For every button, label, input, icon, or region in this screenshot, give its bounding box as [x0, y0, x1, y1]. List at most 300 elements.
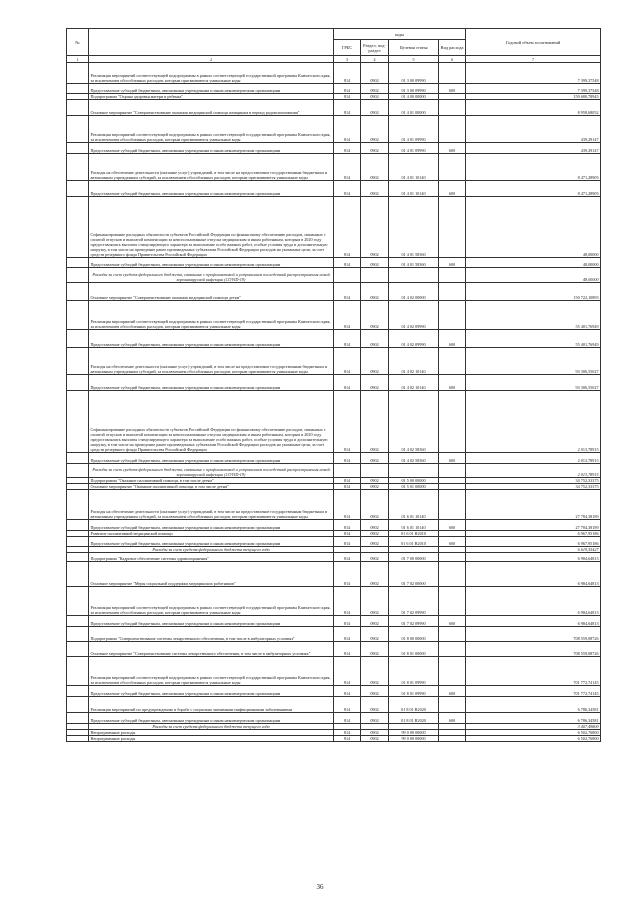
- table-row: [67, 587, 601, 616]
- cell-grbs: 814: [334, 94, 361, 100]
- cell-amount: 8 958,68052: [466, 100, 601, 116]
- cell-section: 0902: [361, 537, 389, 547]
- cell-num: [67, 490, 89, 520]
- cell-section: 0902: [361, 697, 389, 713]
- cell-section: 0902: [361, 181, 389, 197]
- cell-description: Подпрограмма "Оказание паллиативной помощи, в том числе детям": [89, 478, 334, 484]
- cell-article: 01 4 02 58360: [389, 391, 439, 453]
- cell-amount: 708 559,08726: [466, 627, 601, 642]
- note-row: [67, 268, 601, 283]
- cell-num: [67, 268, 89, 283]
- cell-exptype: [439, 562, 466, 587]
- cell-grbs: 814: [334, 587, 361, 616]
- cell-exptype: [439, 736, 466, 742]
- cell-description: Основное мероприятие "Оказание паллиативной помощи, в том числе детям": [89, 484, 334, 490]
- table-row: [67, 686, 601, 697]
- cell-exptype: 600: [439, 143, 466, 154]
- cell-section: 0902: [361, 713, 389, 724]
- cell-section: 0902: [361, 330, 389, 348]
- cell-num: [67, 686, 89, 697]
- cell-grbs: 814: [334, 627, 361, 642]
- cell-article: 01 7 02 09990: [389, 587, 439, 616]
- header-num: №: [67, 29, 89, 56]
- cell-grbs: 814: [334, 375, 361, 391]
- cell-num: [67, 657, 89, 686]
- budget-table: [66, 28, 601, 742]
- cell-section: 0902: [361, 197, 389, 258]
- cell-amount: 27 784,38189: [466, 520, 601, 531]
- cell-num: [67, 84, 89, 94]
- cell-amount: 6 967,95186: [466, 531, 601, 537]
- table-row: [67, 453, 601, 464]
- table-row: [67, 627, 601, 642]
- cell-num: [67, 453, 89, 464]
- cell-amount: 34 752,33375: [466, 484, 601, 490]
- table-row: [67, 375, 601, 391]
- column-numbers-row: [67, 56, 601, 63]
- cell-num: [67, 375, 89, 391]
- cell-description: Реализация мероприятий соответствующей подпрограммы в рамках соответствующей государственной программы Камчатского края, за исключением обособленных расходов, которым присваиваются уникальные коды: [89, 63, 334, 84]
- cell-amount: 6 967,95186: [466, 537, 601, 547]
- cell-exptype: 600: [439, 181, 466, 197]
- col-number: 6: [439, 56, 466, 63]
- cell-description: Расходы на обеспечение деятельности (оказание услуг) учреждений, в том числе на предоставление государственным бюджетным и автономным учреждениям субсидий, за исключением обособленных расходов, которым присваиваются уникальные коды: [89, 490, 334, 520]
- cell-grbs: 814: [334, 490, 361, 520]
- cell-section: [361, 268, 389, 283]
- cell-article: 99 0 00 00000: [389, 736, 439, 742]
- cell-section: 0902: [361, 484, 389, 490]
- cell-description: Расходы на обеспечение деятельности (оказание услуг) учреждений, в том числе на предоставление государственным бюджетным и автономным учреждениям субсидий, за исключением обособленных расходов, которым присваиваются уникальные коды: [89, 154, 334, 181]
- cell-exptype: [439, 697, 466, 713]
- cell-amount: 6 786,34581: [466, 713, 601, 724]
- cell-num: [67, 63, 89, 84]
- cell-exptype: [439, 627, 466, 642]
- cell-description: Реализация мероприятий по предупреждению и борьбе с социально значимыми инфекционными заболеваниями: [89, 697, 334, 713]
- cell-article: 01 4 01 10140: [389, 181, 439, 197]
- cell-section: 0902: [361, 657, 389, 686]
- cell-grbs: 814: [334, 736, 361, 742]
- cell-description: Расходы за счет средств федерального бюджета, связанные с профилактикой и устранением последствий распространения новой коронавирусной инфекции (COVID-19): [89, 464, 334, 478]
- table-row: [67, 330, 601, 348]
- cell-article: 01 3 00 09990: [389, 63, 439, 84]
- cell-amount: 6 984,64813: [466, 616, 601, 627]
- cell-article: 01 4 02 09990: [389, 330, 439, 348]
- col-number: 2: [89, 56, 334, 63]
- cell-amount: 8 471,28905: [466, 181, 601, 197]
- cell-exptype: 600: [439, 330, 466, 348]
- cell-grbs: 814: [334, 391, 361, 453]
- cell-grbs: 814: [334, 616, 361, 627]
- cell-amount: 93 306,55027: [466, 348, 601, 375]
- cell-grbs: 814: [334, 537, 361, 547]
- cell-description: Основное мероприятие "Совершенствование оказания медицинской помощи женщинам в период родовспоможения": [89, 100, 334, 116]
- cell-section: 0902: [361, 100, 389, 116]
- cell-section: 0902: [361, 283, 389, 301]
- cell-grbs: 814: [334, 686, 361, 697]
- cell-article: [389, 464, 439, 478]
- cell-description: Непрограммные расходы: [89, 736, 334, 742]
- cell-grbs: 814: [334, 197, 361, 258]
- cell-article: 01 4 00 00000: [389, 94, 439, 100]
- cell-description: Расходы за счет средств федерального бюджета текущего года: [89, 547, 334, 553]
- cell-article: 01 4 02 00000: [389, 283, 439, 301]
- cell-description: Расходы на обеспечение деятельности (оказание услуг) учреждений, в том числе на предоставление государственным бюджетным и автономным учреждениям субсидий, за исключением обособленных расходов, которым присваиваются уникальные коды: [89, 348, 334, 375]
- cell-num: [67, 330, 89, 348]
- cell-num: [67, 258, 89, 268]
- cell-num: [67, 520, 89, 531]
- cell-num: [67, 736, 89, 742]
- cell-section: 0902: [361, 730, 389, 736]
- cell-num: [67, 562, 89, 587]
- cell-description: Предоставление субсидий бюджетным, автономным учреждениям и иным некоммерческим организациям: [89, 330, 334, 348]
- cell-exptype: 600: [439, 616, 466, 627]
- cell-section: 0902: [361, 490, 389, 520]
- col-number: 5: [389, 56, 439, 63]
- cell-description: Непрограммные расходы: [89, 730, 334, 736]
- cell-section: 0902: [361, 736, 389, 742]
- cell-num: [67, 197, 89, 258]
- cell-exptype: [439, 348, 466, 375]
- cell-section: 0902: [361, 348, 389, 375]
- cell-amount: 48,00000: [466, 258, 601, 268]
- cell-amount: 2 013,78915: [466, 391, 601, 453]
- cell-section: 0902: [361, 686, 389, 697]
- page-number: 36: [316, 883, 324, 891]
- table-row: [67, 642, 601, 657]
- cell-description: Софинансирование расходных обязательств субъектов Российской Федерации по финансовому обеспечению расходов, связанных с оплатой отпусков и выплатой компенсации за неиспользованные отпуска медицинским и иным работникам, которым в 2020 году предоставлялись выплаты стимулирующего характера за выполнение особо важных работ, особые условия труда и дополнительную нагрузку, в том числе на проведение ранее произведенных субъектами Российской Федерации расходов на указанные цели, за счет средств резервного фонда Правительства Российской Федерации: [89, 197, 334, 258]
- cell-amount: 55 401,76949: [466, 301, 601, 330]
- cell-grbs: [334, 464, 361, 478]
- cell-grbs: 814: [334, 553, 361, 562]
- cell-grbs: 814: [334, 730, 361, 736]
- cell-article: 01 7 02 00000: [389, 562, 439, 587]
- cell-article: 01 4 02 58360: [389, 453, 439, 464]
- cell-section: 0902: [361, 478, 389, 484]
- cell-grbs: 814: [334, 258, 361, 268]
- cell-grbs: 814: [334, 642, 361, 657]
- col-number: 3: [334, 56, 361, 63]
- table-row: [67, 100, 601, 116]
- cell-exptype: 600: [439, 520, 466, 531]
- cell-amount: 8 471,28905: [466, 154, 601, 181]
- cell-article: 01 6 01 10140: [389, 490, 439, 520]
- cell-num: [67, 464, 89, 478]
- cell-amount: 6 502,76800: [466, 730, 601, 736]
- cell-exptype: [439, 283, 466, 301]
- cell-amount: 93 306,55027: [466, 375, 601, 391]
- cell-amount: 3 407,49800: [466, 724, 601, 730]
- cell-section: 0902: [361, 391, 389, 453]
- cell-exptype: [439, 197, 466, 258]
- cell-grbs: 814: [334, 63, 361, 84]
- cell-description: Реализация мероприятий соответствующей подпрограммы в рамках соответствующей государственной программы Камчатского края, за исключением обособленных расходов, которым присваиваются уникальные коды: [89, 301, 334, 330]
- cell-article: 01 4 01 09990: [389, 143, 439, 154]
- cell-description: Основное мероприятие "Совершенствование системы лекарственного обеспечения, в том числе в амбулаторных условиях": [89, 642, 334, 657]
- cell-article: 01 6 01 10140: [389, 520, 439, 531]
- cell-article: 01 7 00 00000: [389, 553, 439, 562]
- cell-grbs: 814: [334, 116, 361, 143]
- cell-section: 0902: [361, 531, 389, 537]
- cell-amount: 2 013,78915: [466, 464, 601, 478]
- cell-amount: 701 772,74145: [466, 657, 601, 686]
- table-row: [67, 520, 601, 531]
- cell-amount: 34 752,33375: [466, 478, 601, 484]
- cell-section: [361, 464, 389, 478]
- cell-num: [67, 642, 89, 657]
- cell-num: [67, 116, 89, 143]
- table-row: [67, 63, 601, 84]
- cell-amount: 48,00000: [466, 197, 601, 258]
- cell-grbs: 814: [334, 181, 361, 197]
- col-number: 1: [67, 56, 89, 63]
- cell-exptype: [439, 116, 466, 143]
- cell-grbs: 814: [334, 100, 361, 116]
- cell-num: [67, 348, 89, 375]
- note-row: [67, 464, 601, 478]
- cell-article: 01 4 01 58360: [389, 258, 439, 268]
- header-total: Годовой объем ассигнований: [466, 29, 601, 56]
- header-exptype: Вид расхода: [439, 40, 466, 56]
- header-grbs: ГРБС: [334, 40, 361, 56]
- table-row: [67, 391, 601, 453]
- cell-num: [67, 697, 89, 713]
- cell-article: 01 7 02 09990: [389, 616, 439, 627]
- cell-exptype: [439, 268, 466, 283]
- header-codes: коды: [334, 29, 466, 40]
- cell-grbs: 814: [334, 697, 361, 713]
- cell-exptype: 600: [439, 686, 466, 697]
- cell-num: [67, 713, 89, 724]
- table-row: [67, 697, 601, 713]
- cell-section: 0902: [361, 258, 389, 268]
- cell-grbs: 814: [334, 283, 361, 301]
- cell-grbs: 814: [334, 301, 361, 330]
- table-row: [67, 154, 601, 181]
- cell-description: Реализация мероприятий соответствующей подпрограммы в рамках соответствующей государственной программы Камчатского края, за исключением обособленных расходов, которым присваиваются уникальные коды: [89, 587, 334, 616]
- table-row: [67, 657, 601, 686]
- cell-num: [67, 391, 89, 453]
- cell-article: 01 8 01 09990: [389, 686, 439, 697]
- cell-num: [67, 537, 89, 547]
- table-row: [67, 713, 601, 724]
- cell-exptype: [439, 553, 466, 562]
- cell-amount: 708 559,08726: [466, 642, 601, 657]
- cell-description: Предоставление субсидий бюджетным, автономным учреждениям и иным некоммерческим организациям: [89, 375, 334, 391]
- cell-section: 0902: [361, 116, 389, 143]
- cell-article: 01 8 00 00000: [389, 627, 439, 642]
- cell-exptype: 600: [439, 537, 466, 547]
- cell-description: Предоставление субсидий бюджетным, автономным учреждениям и иным некоммерческим организациям: [89, 520, 334, 531]
- cell-grbs: 814: [334, 143, 361, 154]
- cell-num: [67, 553, 89, 562]
- cell-amount: 6 502,76800: [466, 736, 601, 742]
- header-article: Целевая статья: [389, 40, 439, 56]
- table-row: [67, 490, 601, 520]
- cell-description: Предоставление субсидий бюджетным, автономным учреждениям и иным некоммерческим организациям: [89, 616, 334, 627]
- cell-article: [389, 268, 439, 283]
- cell-section: 0902: [361, 63, 389, 84]
- cell-article: 01 8 01 00000: [389, 642, 439, 657]
- cell-grbs: 814: [334, 484, 361, 490]
- cell-num: [67, 181, 89, 197]
- table-row: [67, 553, 601, 562]
- cell-num: [67, 301, 89, 330]
- cell-exptype: [439, 642, 466, 657]
- cell-grbs: 814: [334, 520, 361, 531]
- cell-amount: 6 984,64813: [466, 562, 601, 587]
- cell-description: Предоставление субсидий бюджетным, автономным учреждениям и иным некоммерческим организациям: [89, 537, 334, 547]
- cell-description: Основное мероприятие "Совершенствование оказания медицинской помощи детям": [89, 283, 334, 301]
- cell-article: 01 5 00 00000: [389, 478, 439, 484]
- cell-grbs: 814: [334, 478, 361, 484]
- table-row: [67, 736, 601, 742]
- cell-section: 0902: [361, 154, 389, 181]
- cell-amount: 159 680,78945: [466, 94, 601, 100]
- cell-description: Реализация мероприятий соответствующей подпрограммы в рамках соответствующей государственной программы Камчатского края, за исключением обособленных расходов, которым присваиваются уникальные коды: [89, 116, 334, 143]
- cell-exptype: [439, 154, 466, 181]
- cell-grbs: 814: [334, 84, 361, 94]
- cell-article: 01 4 01 00000: [389, 100, 439, 116]
- cell-exptype: [439, 464, 466, 478]
- cell-section: 0902: [361, 616, 389, 627]
- cell-section: 0902: [361, 520, 389, 531]
- cell-description: Предоставление субсидий бюджетным, автономным учреждениям и иным некоммерческим организациям: [89, 143, 334, 154]
- table-row: [67, 116, 601, 143]
- cell-grbs: [334, 268, 361, 283]
- cell-article: 01 4 01 58360: [389, 197, 439, 258]
- table-row: [67, 197, 601, 258]
- cell-exptype: [439, 657, 466, 686]
- table-row: [67, 283, 601, 301]
- cell-exptype: 600: [439, 375, 466, 391]
- cell-amount: 27 784,38189: [466, 490, 601, 520]
- table-row: [67, 258, 601, 268]
- cell-exptype: [439, 391, 466, 453]
- cell-grbs: 814: [334, 330, 361, 348]
- cell-amount: 6 984,64813: [466, 553, 601, 562]
- cell-article: 01 4 01 09990: [389, 116, 439, 143]
- cell-article: 01 4 02 10140: [389, 348, 439, 375]
- cell-grbs: 814: [334, 657, 361, 686]
- table-body: [67, 63, 601, 742]
- cell-section: 0902: [361, 553, 389, 562]
- table-row: [67, 84, 601, 94]
- cell-article: 01 3 00 09990: [389, 84, 439, 94]
- cell-amount: 2 013,78915: [466, 453, 601, 464]
- cell-grbs: 814: [334, 348, 361, 375]
- cell-description: Основное мероприятие "Меры социальной поддержки медицинских работников": [89, 562, 334, 587]
- table-row: [67, 301, 601, 330]
- cell-article: 01 4 02 09990: [389, 301, 439, 330]
- cell-description: Подпрограмма "Совершенствование системы лекарственного обеспечения, в том числе в амбулаторных условиях": [89, 627, 334, 642]
- table-row: [67, 616, 601, 627]
- cell-num: [67, 100, 89, 116]
- cell-description: Предоставление субсидий бюджетным, автономным учреждениям и иным некоммерческим организациям: [89, 686, 334, 697]
- cell-description: Развитие паллиативной медицинской помощи: [89, 531, 334, 537]
- cell-amount: 48,00000: [466, 268, 601, 283]
- cell-section: 0902: [361, 94, 389, 100]
- cell-amount: 439,29147: [466, 116, 601, 143]
- cell-section: 0902: [361, 587, 389, 616]
- cell-description: Предоставление субсидий бюджетным, автономным учреждениям и иным некоммерческим организациям: [89, 453, 334, 464]
- cell-amount: 439,29147: [466, 143, 601, 154]
- cell-section: 0902: [361, 642, 389, 657]
- cell-exptype: [439, 63, 466, 84]
- table-row: [67, 537, 601, 547]
- cell-exptype: [439, 100, 466, 116]
- cell-amount: 701 772,74145: [466, 686, 601, 697]
- cell-num: [67, 283, 89, 301]
- cell-section: 0902: [361, 627, 389, 642]
- cell-num: [67, 627, 89, 642]
- cell-exptype: 600: [439, 258, 466, 268]
- cell-section: 0902: [361, 562, 389, 587]
- col-number: 4: [361, 56, 389, 63]
- cell-description: Реализация мероприятий соответствующей подпрограммы в рамках соответствующей государственной программы Камчатского края, за исключением обособленных расходов, которым присваиваются уникальные коды: [89, 657, 334, 686]
- cell-grbs: 814: [334, 562, 361, 587]
- cell-article: 01 4 02 10140: [389, 375, 439, 391]
- cell-description: Предоставление субсидий бюджетным, автономным учреждениям и иным некоммерческим организациям: [89, 713, 334, 724]
- cell-article: 01 5 01 00000: [389, 484, 439, 490]
- cell-section: 0902: [361, 84, 389, 94]
- table-row: [67, 181, 601, 197]
- cell-article: 99 0 00 00000: [389, 730, 439, 736]
- cell-exptype: 600: [439, 453, 466, 464]
- cell-section: 0902: [361, 301, 389, 330]
- cell-exptype: [439, 301, 466, 330]
- cell-exptype: [439, 490, 466, 520]
- col-number: 7: [466, 56, 601, 63]
- cell-article: 01 8 01 R2020: [389, 697, 439, 713]
- cell-amount: 6 984,64813: [466, 587, 601, 616]
- table-row: [67, 143, 601, 154]
- cell-article: 01 4 01 10140: [389, 154, 439, 181]
- cell-article: 01 8 01 09990: [389, 657, 439, 686]
- table-row: [67, 562, 601, 587]
- cell-exptype: 600: [439, 84, 466, 94]
- cell-description: Расходы за счет средств федерального бюджета текущего года: [89, 724, 334, 730]
- cell-article: 01 8 01 R2020: [389, 713, 439, 724]
- cell-description: Подпрограмма "Охрана здоровья матери и ребенка": [89, 94, 334, 100]
- cell-grbs: 814: [334, 713, 361, 724]
- cell-grbs: 814: [334, 531, 361, 537]
- cell-description: Предоставление субсидий бюджетным, автономным учреждениям и иным некоммерческим организациям: [89, 258, 334, 268]
- cell-grbs: 814: [334, 154, 361, 181]
- cell-article: 01 6 01 R2010: [389, 531, 439, 537]
- cell-amount: 55 401,76949: [466, 330, 601, 348]
- cell-description: Расходы за счет средств федерального бюджета, связанные с профилактикой и устранением последствий распространения новой коронавирусной инфекции (COVID-19): [89, 268, 334, 283]
- header-name: [89, 29, 334, 56]
- cell-amount: 7 399,37548: [466, 63, 601, 84]
- cell-description: Предоставление субсидий бюджетным, автономным учреждениям и иным некоммерческим организациям: [89, 181, 334, 197]
- cell-section: 0902: [361, 375, 389, 391]
- cell-section: 0902: [361, 453, 389, 464]
- cell-grbs: 814: [334, 453, 361, 464]
- cell-num: [67, 154, 89, 181]
- cell-num: [67, 587, 89, 616]
- cell-num: [67, 616, 89, 627]
- cell-num: [67, 143, 89, 154]
- cell-amount: 6 786,34581: [466, 697, 601, 713]
- cell-description: Подпрограмма "Кадровое обеспечение системы здравоохранения": [89, 553, 334, 562]
- cell-exptype: 600: [439, 713, 466, 724]
- cell-amount: 6 619,55427: [466, 547, 601, 553]
- table-row: [67, 348, 601, 375]
- cell-description: Предоставление субсидий бюджетным, автономным учреждениям и иным некоммерческим организациям: [89, 84, 334, 94]
- cell-section: 0902: [361, 143, 389, 154]
- cell-amount: 150 722,10893: [466, 283, 601, 301]
- cell-description: Софинансирование расходных обязательств субъектов Российской Федерации по финансовому обеспечению расходов, связанных с оплатой отпусков и выплатой компенсации за неиспользованные отпуска медицинским и иным работникам, которым в 2020 году предоставлялись выплаты стимулирующего характера за выполнение особо важных работ, особые условия труда и дополнительную нагрузку, в том числе на проведение ранее произведенных субъектами Российской Федерации расходов на указанные цели, за счет средств резервного фонда Правительства Российской Федерации: [89, 391, 334, 453]
